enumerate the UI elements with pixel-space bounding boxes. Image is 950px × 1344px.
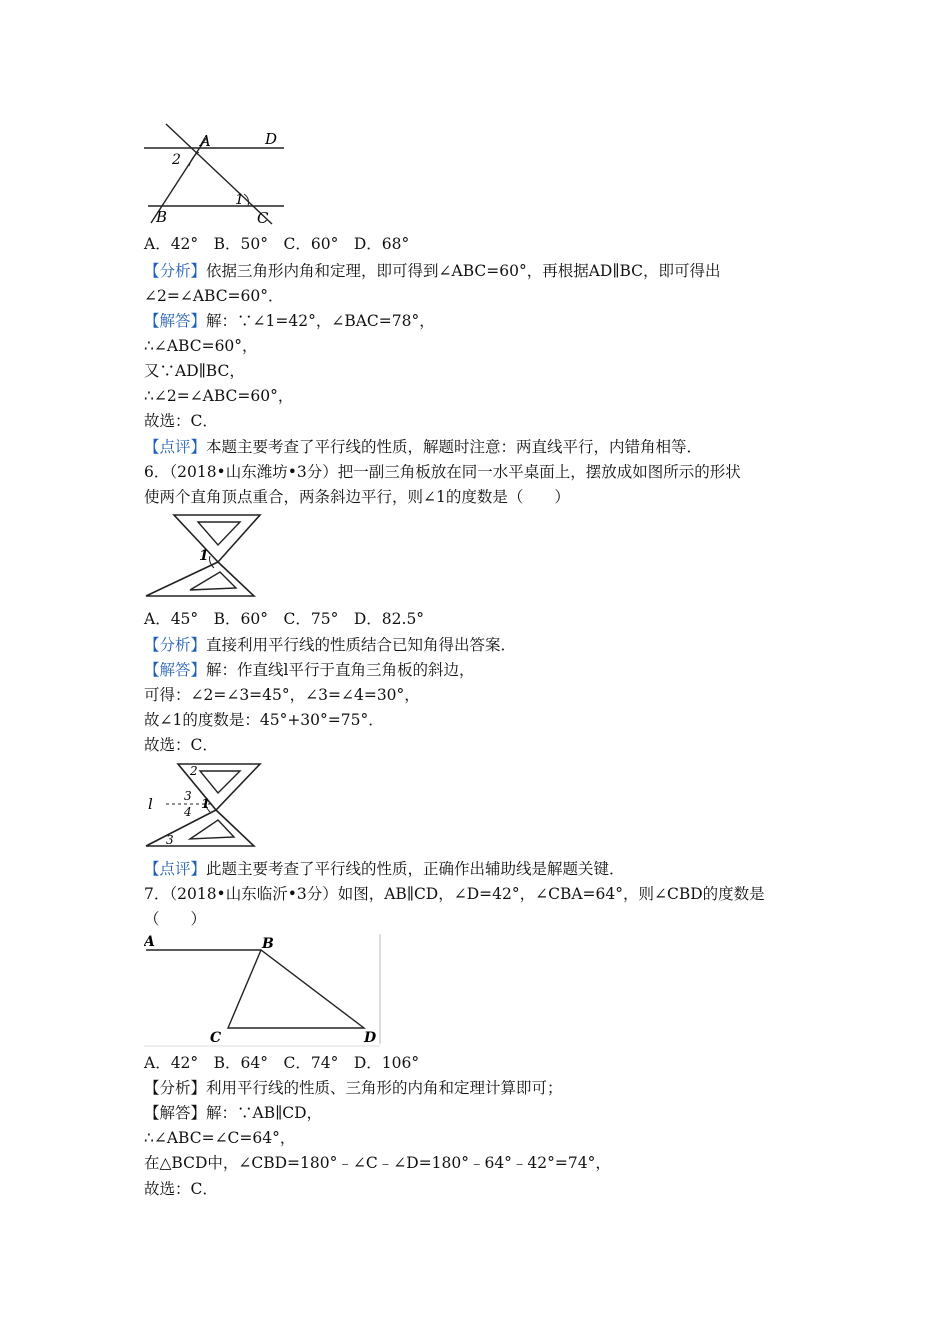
q7-choice: 故选：C．: [144, 1180, 218, 1198]
q6-solution-2: 可得：∠2=∠3=45°，∠3=∠4=30°，: [144, 686, 420, 704]
point-d-label: D: [364, 1030, 377, 1046]
q6-solution-line: [144, 659, 474, 681]
angle-2-label: 2: [172, 152, 181, 168]
analysis-tag: 【分析】: [144, 262, 207, 280]
point-d-label: D: [265, 130, 278, 148]
comment-tag: 【点评】: [144, 438, 207, 456]
q7-solution-2: ∴∠ABC=∠C=64°，: [144, 1129, 296, 1147]
q7-solution-3: 在△BCD中，∠CBD=180°﹣∠C﹣∠D=180°﹣64°﹣42°=74°，: [144, 1154, 611, 1172]
q5-solution-2: ∴∠ABC=60°，: [144, 337, 258, 355]
q6-solution-figure: [144, 760, 269, 856]
q7-solution-1: 【解答】解：∵AB∥CD，: [144, 1104, 323, 1122]
q5-choice: 故选：C．: [144, 412, 218, 430]
angle-3-label: 3: [184, 789, 192, 803]
point-a-label: A: [200, 132, 211, 150]
analysis-tag: 【分析】: [144, 636, 207, 654]
comment-tag: 【点评】: [144, 860, 207, 878]
q7-figure: [144, 932, 384, 1051]
q5-solution-4: ∴∠2=∠ABC=60°，: [144, 387, 294, 405]
q7-question-1: 7．（2018•山东临沂•3分）如图，AB∥CD，∠D=42°，∠CBA=64°，则∠CBD的度数是: [144, 885, 765, 903]
analysis-text: 依据三角形内角和定理，即可得到∠ABC=60°，再根据AD∥BC，即可得出: [206, 262, 721, 280]
triangle-bcd-diagram: [144, 932, 384, 1047]
point-c-label: C: [210, 1030, 222, 1046]
q5-analysis-cont: ∠2=∠ABC=60°．: [144, 287, 284, 305]
parallel-lines-triangle-diagram: [144, 120, 294, 230]
angle-1-label: 1: [199, 548, 209, 564]
solution-tag: 【解答】: [144, 661, 207, 679]
angle-3b-label: 3: [166, 833, 174, 847]
q5-analysis-line: [144, 260, 721, 282]
q6-comment-line: [144, 858, 625, 880]
q6-analysis-line: [144, 634, 516, 656]
q6-question-2: 使两个直角顶点重合，两条斜边平行，则∠1的度数是（ ）: [144, 488, 570, 506]
angle-2-label: 2: [190, 764, 198, 778]
q6-options: A．45° B．60° C．75° D．82.5°: [144, 610, 425, 628]
q7-analysis: 【分析】利用平行线的性质、三角形的内角和定理计算即可；: [144, 1079, 563, 1097]
angle-4-label: 4: [184, 805, 192, 819]
angle-1-label: 1: [235, 192, 244, 208]
q6-choice: 故选：C．: [144, 736, 218, 754]
analysis-text: 直接利用平行线的性质结合已知角得出答案．: [206, 636, 517, 654]
q5-solution-line: [144, 310, 435, 332]
q5-solution-3: 又∵AD∥BC，: [144, 362, 245, 380]
point-a-label: A: [144, 934, 155, 950]
line-l-label: l: [148, 795, 153, 813]
comment-text: 本题主要考查了平行线的性质，解题时注意：两直线平行，内错角相等．: [206, 438, 703, 456]
q6-figure: [144, 512, 264, 606]
q5-figure: [144, 120, 294, 234]
comment-text: 此题主要考查了平行线的性质，正确作出辅助线是解题关键．: [206, 860, 625, 878]
point-c-label: C: [257, 209, 269, 227]
angle-1-label: 1: [201, 797, 211, 812]
q6-question-1: 6．（2018•山东潍坊•3分）把一副三角板放在同一水平桌面上，摆放成如图所示的形状: [144, 463, 741, 481]
set-squares-auxiliary-line-diagram: [144, 760, 269, 852]
solution-tag: 【解答】: [144, 312, 207, 330]
solution-text: 解：作直线l平行于直角三角板的斜边，: [206, 661, 475, 679]
q5-comment-line: [144, 436, 702, 458]
q5-options: A．42° B．50° C．60° D．68°: [144, 235, 410, 253]
q7-question-2: （ ）: [144, 910, 207, 928]
solution-text: 解：∵∠1=42°，∠BAC=78°，: [206, 312, 435, 330]
q6-solution-3: 故∠1的度数是：45°+30°=75°．: [144, 711, 384, 729]
q7-options: A．42° B．64° C．74° D．106°: [144, 1054, 420, 1072]
point-b-label: B: [156, 208, 168, 226]
set-squares-diagram: [144, 512, 264, 602]
point-b-label: B: [262, 936, 274, 952]
